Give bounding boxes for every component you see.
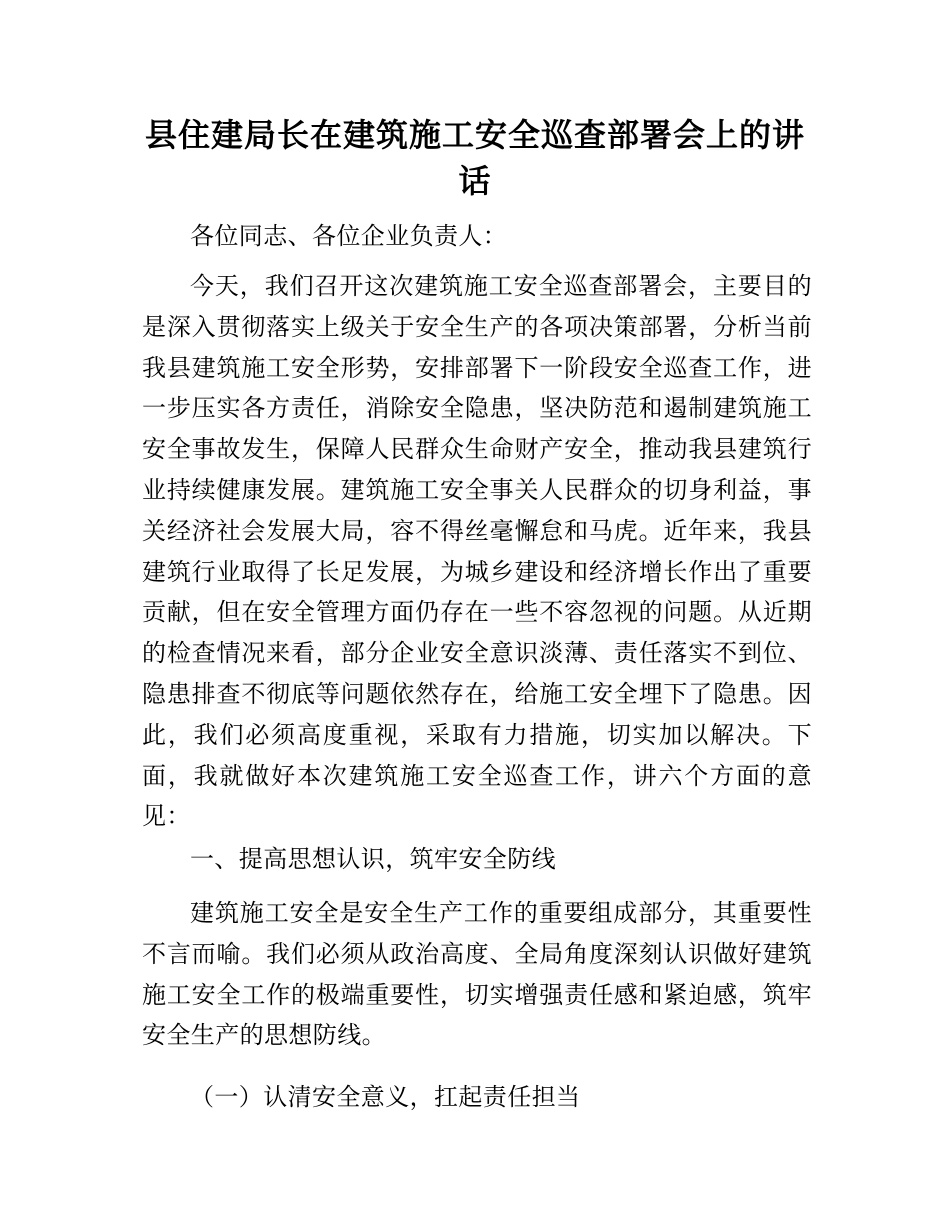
greeting-line: 各位同志、各位企业负责人： [190, 222, 508, 250]
subsection-heading-1-1: （一）认清安全意义，扛起责任担当 [190, 1083, 581, 1111]
body-paragraph-section-1: 建筑施工安全是安全生产工作的重要组成部分，其重要性不言而喻。我们必须从政治高度、全局角度深刻认识做好建筑施工安全工作的极端重要性，切实增强责任感和紧迫感，筑牢安全生产的思想防线。 [142, 899, 812, 1050]
document-title: 县住建局长在建筑施工安全巡查部署会上的讲话 [144, 116, 805, 200]
body-paragraph-intro: 今天，我们召开这次建筑施工安全巡查部署会，主要目的是深入贯彻落实上级关于安全生产的各项决策部署，分析当前我县建筑施工安全形势，安排部署下一阶段安全巡查工作，进一步压实各方责任，消除安全隐患，坚决防范和遏制建筑施工安全事故发生，保障人民群众生命财产安全，推动我县建筑行业持续健康发展。建筑施工安全事关人民群众的切身利益，事关经济社会发展大局，容不得丝毫懈怠和马虎。近年来，我县建筑行业取得了长足发展，为城乡建设和经济增长作出了重要贡献，但在安全管理方面仍存在一些不容忽视的问题。从近期的检查情况来看，部分企业安全意识淡薄、责任落实不到位、隐患排查不彻底等问题依然存在，给施工安全埋下了隐患。因此，我们必须高度重视，采取有力措施，切实加以解决。下面，我就做好本次建筑施工安全巡查工作，讲六个方面的意见： [142, 272, 812, 831]
section-heading-1: 一、提高思想认识，筑牢安全防线 [190, 845, 556, 873]
